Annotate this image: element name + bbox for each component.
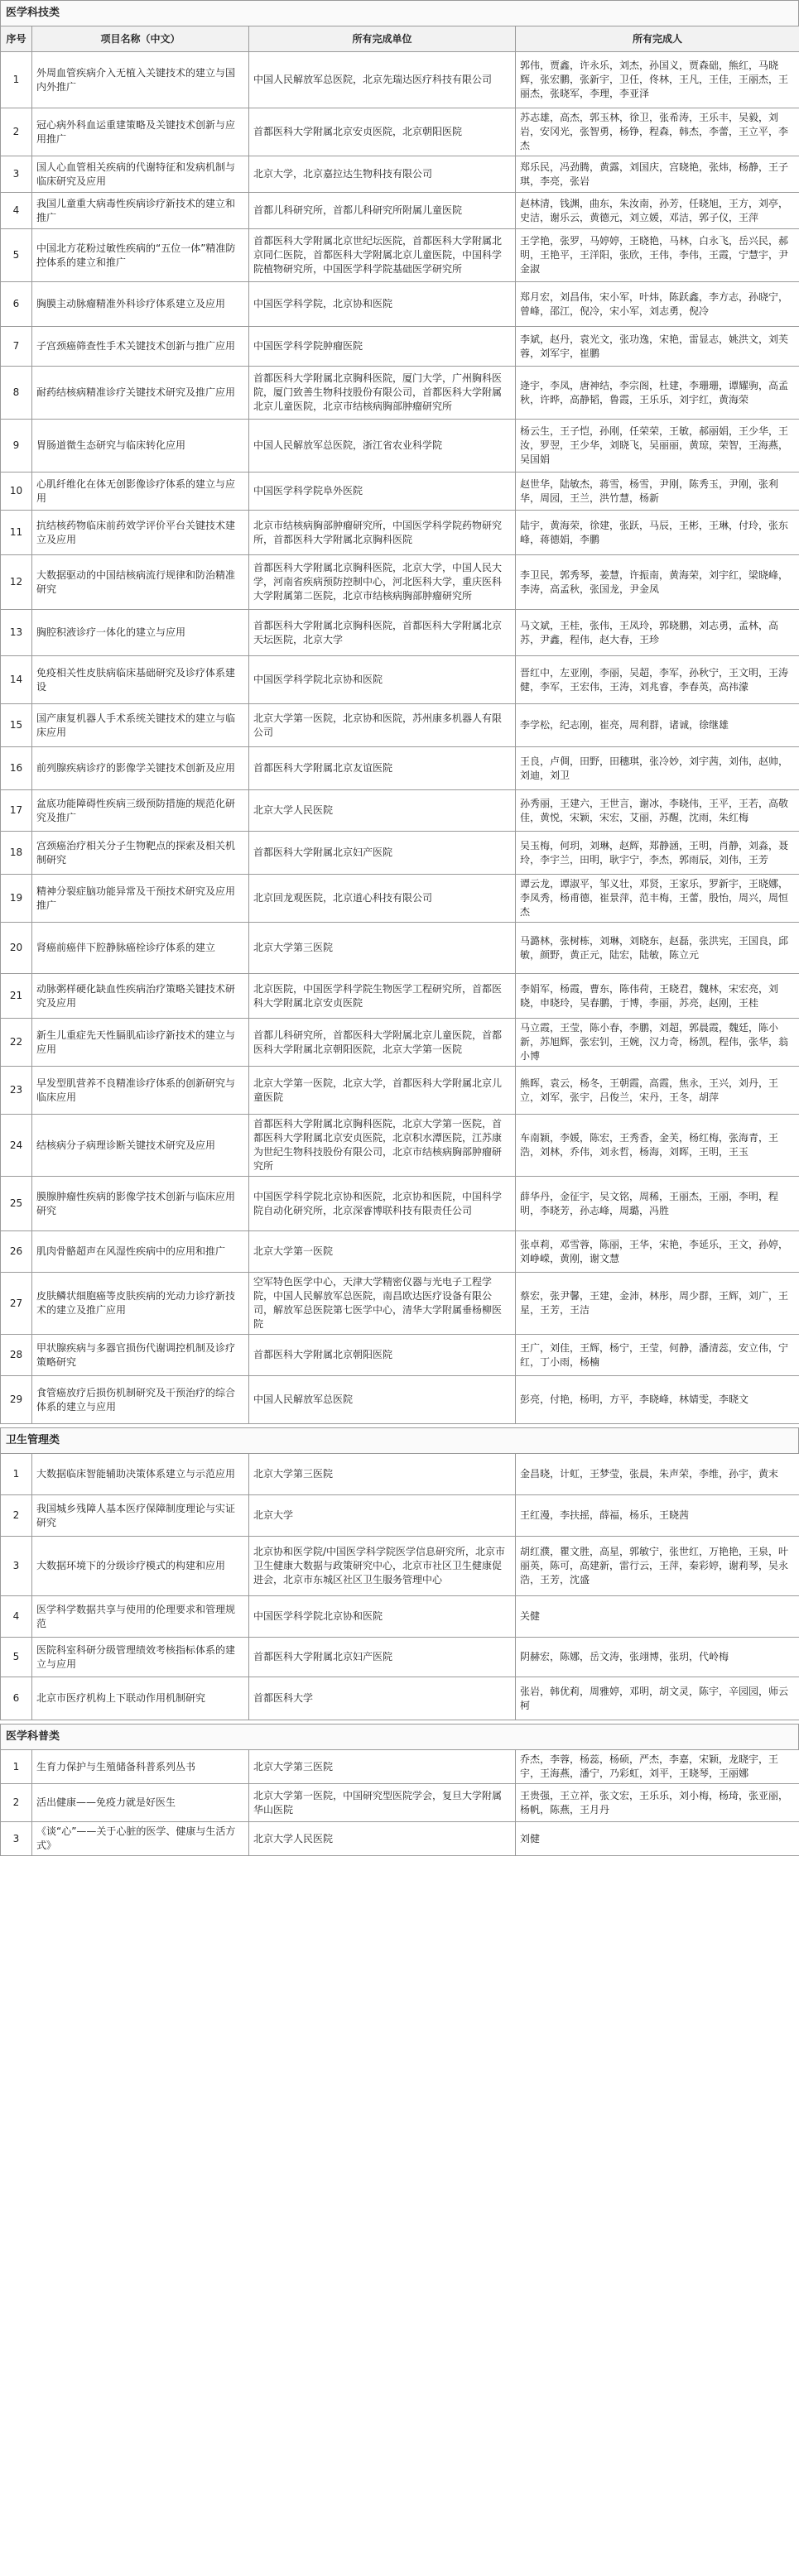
table-row bbox=[1, 282, 799, 327]
completion-units: 中国医学科学院肿瘤医院 bbox=[249, 327, 516, 367]
completion-persons: 郑月宏，刘昌伟，宋小军，叶炜，陈跃鑫，李方志，孙晓宁，曾峰，邵江，倪冷，宋小军，刘志勇，倪冷 bbox=[516, 282, 799, 327]
completion-persons: 乔杰，李蓉，杨蕊，杨硕，严杰，李嘉，宋颖，龙晓宇，王宇，王海燕，潘宁，乃彩虹，刘平，王晓琴，王丽娜 bbox=[516, 1750, 799, 1784]
row-number: 19 bbox=[1, 875, 32, 923]
row-number: 2 bbox=[1, 1495, 32, 1537]
project-name: 大数据环境下的分级诊疗模式的构建和应用 bbox=[32, 1537, 249, 1596]
project-name: 北京市医疗机构上下联动作用机制研究 bbox=[32, 1677, 249, 1720]
completion-units: 北京大学人民医院 bbox=[249, 1822, 516, 1856]
table-row bbox=[1, 1067, 799, 1115]
completion-persons: 胡红濮，瞿文胜，高星，郭敏宁，张世红，万艳艳，王泉，叶丽英，陈可，高建新，雷行云，王萍，秦彩婷，谢莉琴，吴永浩，王芳，沈盛 bbox=[516, 1537, 799, 1596]
completion-units: 北京大学 bbox=[249, 1495, 516, 1537]
completion-units: 首都医科大学 bbox=[249, 1677, 516, 1720]
table-row bbox=[1, 327, 799, 367]
project-name: 中国北方花粉过敏性疾病的“五位一体”精准防控体系的建立和推广 bbox=[32, 229, 249, 282]
completion-persons: 郭伟，贾鑫，许永乐，刘杰，孙国义，贾森础，熊红，马晓辉，张宏鹏，张新宇，卫任，佟林，王凡，王佳，王丽杰，王丽杰，张晓军，李理，李亚泽 bbox=[516, 52, 799, 108]
row-number: 11 bbox=[1, 511, 32, 555]
completion-persons: 赵林清，钱渊，曲东，朱汝南，孙芳，任晓旭，王方，刘亭，史洁，谢乐云，黄德元，刘立媛，邓洁，郭子仪，王萍 bbox=[516, 193, 799, 229]
row-number: 9 bbox=[1, 420, 32, 473]
project-name: 新生儿重症先天性膈肌疝诊疗新技术的建立与应用 bbox=[32, 1019, 249, 1067]
completion-persons: 王贵强，王立祥，张文宏，王乐乐，刘小梅，杨琦，张亚丽，杨帆，陈燕，王月丹 bbox=[516, 1784, 799, 1822]
completion-units: 首都医科大学附属北京胸科医院，首都医科大学附属北京天坛医院，北京大学 bbox=[249, 610, 516, 656]
project-name: 胃肠道微生态研究与临床转化应用 bbox=[32, 420, 249, 473]
table-row bbox=[1, 52, 799, 108]
row-number: 6 bbox=[1, 282, 32, 327]
project-name: 早发型肌营养不良精准诊疗体系的创新研究与临床应用 bbox=[32, 1067, 249, 1115]
table-row bbox=[1, 1177, 799, 1231]
table-row bbox=[1, 790, 799, 832]
completion-persons: 李卫民，郭秀琴，姜慧，许振南，黄海荣，刘宇红，梁晓峰，李涛，高孟秋，张国龙，尹金凤 bbox=[516, 555, 799, 610]
section-title: 医学科普类 bbox=[0, 1724, 799, 1749]
completion-persons: 孙秀丽，王建六，王世言，谢冰，李晓伟，王平，王若，高敬佳，黄悦，宋颖，宋宏，艾丽，苏醒，沈雨，朱红梅 bbox=[516, 790, 799, 832]
row-number: 4 bbox=[1, 193, 32, 229]
project-name: 免疫相关性皮肤病临床基础研究及诊疗体系建设 bbox=[32, 656, 249, 704]
table-row bbox=[1, 1495, 799, 1537]
table-row bbox=[1, 511, 799, 555]
column-header: 序号 bbox=[1, 26, 32, 52]
row-number: 3 bbox=[1, 1537, 32, 1596]
row-number: 13 bbox=[1, 610, 32, 656]
table-row bbox=[1, 367, 799, 420]
table-row bbox=[1, 1376, 799, 1424]
completion-persons: 王广，刘佳，王辉，杨宁，王莹，何静，潘清蕊，安立伟，宁红，丁小雨，杨楠 bbox=[516, 1335, 799, 1376]
completion-persons: 张卓莉，邓雪蓉，陈丽，王华，宋艳，李延乐，王文，孙婷，刘峥嵘，黄刚，谢文慧 bbox=[516, 1231, 799, 1273]
completion-units: 北京大学第一医院，中国研究型医院学会，复旦大学附属华山医院 bbox=[249, 1784, 516, 1822]
project-name: 医院科室科研分级管理绩效考核指标体系的建立与应用 bbox=[32, 1638, 249, 1677]
row-number: 6 bbox=[1, 1677, 32, 1720]
completion-persons: 郑乐民，冯劲腾，黄露，刘国庆，宫晓艳，张炜，杨静，王子琪，李亮，张岩 bbox=[516, 156, 799, 193]
project-name: 生育力保护与生殖储备科普系列丛书 bbox=[32, 1750, 249, 1784]
project-name: 我国儿童重大病毒性疾病诊疗新技术的建立和推广 bbox=[32, 193, 249, 229]
table-row bbox=[1, 1454, 799, 1495]
row-number: 25 bbox=[1, 1177, 32, 1231]
row-number: 18 bbox=[1, 832, 32, 875]
completion-persons: 李娟军，杨霞，曹东，陈伟荷，王晓君，魏林，宋宏亮，刘晓，申晓玲，吴春鹏，于博，李丽，苏亮，赵刚，王桂 bbox=[516, 974, 799, 1019]
table-row bbox=[1, 974, 799, 1019]
completion-units: 中国人民解放军总医院 bbox=[249, 1376, 516, 1424]
completion-units: 北京大学第一医院，北京大学，首都医科大学附属北京儿童医院 bbox=[249, 1067, 516, 1115]
row-number: 8 bbox=[1, 367, 32, 420]
row-number: 20 bbox=[1, 923, 32, 974]
table-row bbox=[1, 473, 799, 511]
table-row bbox=[1, 1638, 799, 1677]
table-header-row bbox=[1, 26, 799, 52]
completion-units: 中国医学科学院，北京协和医院 bbox=[249, 282, 516, 327]
completion-persons: 王良，卢倜，田野，田穗琪，张冷妙，刘宇茜，刘伟，赵帅，刘迪，刘卫 bbox=[516, 747, 799, 790]
completion-units: 中国人民解放军总医院，浙江省农业科学院 bbox=[249, 420, 516, 473]
table-row bbox=[1, 1231, 799, 1273]
row-number: 23 bbox=[1, 1067, 32, 1115]
project-name: 冠心病外科血运重建策略及关键技术创新与应用推广 bbox=[32, 108, 249, 156]
completion-units: 首都儿科研究所，首都儿科研究所附属儿童医院 bbox=[249, 193, 516, 229]
completion-persons: 杨云生，王子恺，孙刚，任荣荣，王敏，郝丽娟，王少华，王汝，罗翌，王少华，刘晓飞，吴丽丽，黄琼，荣智，王海燕，吴国娟 bbox=[516, 420, 799, 473]
completion-units: 北京医院，中国医学科学院生物医学工程研究所，首都医科大学附属北京安贞医院 bbox=[249, 974, 516, 1019]
completion-units: 首都医科大学附属北京妇产医院 bbox=[249, 832, 516, 875]
row-number: 2 bbox=[1, 108, 32, 156]
completion-units: 中国医学科学院北京协和医院 bbox=[249, 656, 516, 704]
completion-units: 空军特色医学中心，天津大学精密仪器与光电子工程学院，中国人民解放军总医院，南昌欧达医疗设备有限公司，解放军总医院第七医学中心，清华大学附属垂杨柳医院 bbox=[249, 1273, 516, 1335]
project-name: 肌肉骨骼超声在风湿性疾病中的应用和推广 bbox=[32, 1231, 249, 1273]
table-row bbox=[1, 1677, 799, 1720]
completion-units: 首都医科大学附属北京安贞医院，北京朝阳医院 bbox=[249, 108, 516, 156]
project-name: 甲状腺疾病与多器官损伤代谢调控机制及诊疗策略研究 bbox=[32, 1335, 249, 1376]
row-number: 22 bbox=[1, 1019, 32, 1067]
table-row bbox=[1, 923, 799, 974]
project-name: 胸膜主动脉瘤精准外科诊疗体系建立及应用 bbox=[32, 282, 249, 327]
project-name: 医学科学数据共享与使用的伦理要求和管理规范 bbox=[32, 1596, 249, 1638]
award-table bbox=[0, 1453, 799, 1720]
table-row bbox=[1, 1335, 799, 1376]
completion-persons: 关健 bbox=[516, 1596, 799, 1638]
completion-persons: 蔡宏，张尹馨，王建，金沛，林彤，周少群，王辉，刘广，王星，王芳，王洁 bbox=[516, 1273, 799, 1335]
project-name: 子宫颈癌筛查性手术关键技术创新与推广应用 bbox=[32, 327, 249, 367]
completion-units: 首都儿科研究所，首都医科大学附属北京儿童医院，首都医科大学附属北京朝阳医院，北京大学第一医院 bbox=[249, 1019, 516, 1067]
completion-persons: 薛华丹，金征宇，吴文铭，周稀，王丽杰，王丽，李明，程明，李晓芳，孙志峰，周璐，冯胜 bbox=[516, 1177, 799, 1231]
table-row bbox=[1, 193, 799, 229]
table-row bbox=[1, 229, 799, 282]
completion-persons: 谭云龙，谭淑平，邹义壮，邓贤，王家乐，罗新宇，王晓娜，李凤秀，杨甫德，崔景萍，范丰梅，王蕾，殷怡，周兴，周恒杰 bbox=[516, 875, 799, 923]
row-number: 15 bbox=[1, 704, 32, 747]
completion-units: 首都医科大学附属北京世纪坛医院，首都医科大学附属北京同仁医院，首都医科大学附属北京儿童医院，中国科学院植物研究所，中国医学科学院基础医学研究所 bbox=[249, 229, 516, 282]
table-row bbox=[1, 555, 799, 610]
completion-persons: 赵世华，陆敏杰，蒋雪，杨雪，尹刚，陈秀玉，尹刚，张利华，周园，王兰，洪竹慧，杨新 bbox=[516, 473, 799, 511]
row-number: 4 bbox=[1, 1596, 32, 1638]
completion-units: 北京回龙观医院，北京道心科技有限公司 bbox=[249, 875, 516, 923]
row-number: 1 bbox=[1, 1454, 32, 1495]
row-number: 10 bbox=[1, 473, 32, 511]
table-row bbox=[1, 610, 799, 656]
table-row bbox=[1, 1537, 799, 1596]
completion-units: 北京大学第三医院 bbox=[249, 1750, 516, 1784]
column-header: 所有完成单位 bbox=[249, 26, 516, 52]
table-row bbox=[1, 704, 799, 747]
project-name: 外周血管疾病介入无植入关键技术的建立与国内外推广 bbox=[32, 52, 249, 108]
completion-persons: 李斌，赵丹，袁光文，张功逸，宋艳，雷显志，姚洪文，刘芙蓉，刘军宇，崔鹏 bbox=[516, 327, 799, 367]
row-number: 7 bbox=[1, 327, 32, 367]
completion-units: 北京大学第三医院 bbox=[249, 923, 516, 974]
table-row bbox=[1, 1784, 799, 1822]
row-number: 5 bbox=[1, 229, 32, 282]
project-name: 我国城乡残障人基本医疗保障制度理论与实证研究 bbox=[32, 1495, 249, 1537]
row-number: 17 bbox=[1, 790, 32, 832]
project-name: 精神分裂症脑功能异常及干预技术研究及应用推广 bbox=[32, 875, 249, 923]
completion-units: 首都医科大学附属北京友谊医院 bbox=[249, 747, 516, 790]
project-name: 动脉粥样硬化缺血性疾病治疗策略关键技术研究及应用 bbox=[32, 974, 249, 1019]
completion-persons: 吴玉梅，何玥，刘琳，赵辉，郑静涵，王明，肖静，刘淼，聂玲，李宇兰，田明，耿宇宁，李杰，郭雨辰，刘伟，王芳 bbox=[516, 832, 799, 875]
completion-persons: 熊晖，袁云，杨冬，王朝霞，高霞，焦永，王兴，刘丹，王立，刘军，张宇，吕俊兰，宋丹，王冬，胡萍 bbox=[516, 1067, 799, 1115]
project-name: 国产康复机器人手术系统关键技术的建立与临床应用 bbox=[32, 704, 249, 747]
section-title: 医学科技类 bbox=[0, 0, 799, 26]
column-header: 项目名称（中文） bbox=[32, 26, 249, 52]
table-row bbox=[1, 420, 799, 473]
project-name: 膜腺肿瘤性疾病的影像学技术创新与临床应用研究 bbox=[32, 1177, 249, 1231]
table-row bbox=[1, 875, 799, 923]
completion-units: 首都医科大学附属北京胸科医院，北京大学，中国人民大学，河南省疾病预防控制中心，河北医科大学，重庆医科大学附属第二医院，北京市结核病胸部肿瘤研究所 bbox=[249, 555, 516, 610]
award-table bbox=[0, 1749, 799, 1856]
project-name: 胸腔积液诊疗一体化的建立与应用 bbox=[32, 610, 249, 656]
completion-persons: 李学松，纪志刚，崔亮，周利群，诸诚，徐继雄 bbox=[516, 704, 799, 747]
project-name: 结核病分子病理诊断关键技术研究及应用 bbox=[32, 1115, 249, 1177]
table-row bbox=[1, 156, 799, 193]
table-row bbox=[1, 1750, 799, 1784]
project-name: 皮肤鳞状细胞癌等皮肤疾病的光动力诊疗新技术的建立及推广应用 bbox=[32, 1273, 249, 1335]
table-row bbox=[1, 747, 799, 790]
row-number: 2 bbox=[1, 1784, 32, 1822]
completion-persons: 晋红中，左亚刚，李丽，吴超，李军，孙秋宁，王文明，王涛健，李军，王宏伟，王涛，刘兆睿，李春英，高祎濛 bbox=[516, 656, 799, 704]
project-name: 大数据驱动的中国结核病流行规律和防治精准研究 bbox=[32, 555, 249, 610]
completion-units: 北京大学第一医院，北京协和医院，苏州康多机器人有限公司 bbox=[249, 704, 516, 747]
row-number: 5 bbox=[1, 1638, 32, 1677]
project-name: 活出健康——免疫力就是好医生 bbox=[32, 1784, 249, 1822]
completion-units: 首都医科大学附属北京胸科医院，北京大学第一医院，首都医科大学附属北京安贞医院，北京积水潭医院，江苏康为世纪生物科技股份有限公司，北京市结核病胸部肿瘤研究所 bbox=[249, 1115, 516, 1177]
row-number: 1 bbox=[1, 52, 32, 108]
completion-units: 北京大学第一医院 bbox=[249, 1231, 516, 1273]
award-table bbox=[0, 26, 799, 1424]
completion-units: 北京大学第三医院 bbox=[249, 1454, 516, 1495]
completion-persons: 陆宇，黄海荣，徐建，张跃，马辰，王彬，王琳，付玲，张东峰，蒋德娟，李鹏 bbox=[516, 511, 799, 555]
row-number: 29 bbox=[1, 1376, 32, 1424]
table-row bbox=[1, 832, 799, 875]
row-number: 1 bbox=[1, 1750, 32, 1784]
row-number: 21 bbox=[1, 974, 32, 1019]
table-row bbox=[1, 1019, 799, 1067]
completion-units: 首都医科大学附属北京妇产医院 bbox=[249, 1638, 516, 1677]
completion-units: 北京大学，北京嘉拉达生物科技有限公司 bbox=[249, 156, 516, 193]
completion-persons: 马潞林，张树栋，刘琳，刘晓东，赵磊，张洪宪，王国良，邱敏，颜野，黄正元，陆宏，陆敏，陈立元 bbox=[516, 923, 799, 974]
row-number: 28 bbox=[1, 1335, 32, 1376]
project-name: 国人心血管相关疾病的代谢特征和发病机制与临床研究及应用 bbox=[32, 156, 249, 193]
completion-units: 北京市结核病胸部肿瘤研究所，中国医学科学院药物研究所，首都医科大学附属北京胸科医院 bbox=[249, 511, 516, 555]
completion-units: 首都医科大学附属北京朝阳医院 bbox=[249, 1335, 516, 1376]
table-row bbox=[1, 1822, 799, 1856]
project-name: 肾癌前癌伴下腔静脉癌栓诊疗体系的建立 bbox=[32, 923, 249, 974]
row-number: 26 bbox=[1, 1231, 32, 1273]
column-header: 所有完成人 bbox=[516, 26, 799, 52]
row-number: 3 bbox=[1, 1822, 32, 1856]
completion-persons: 金昌晓，计虹，王梦莹，张晨，朱声荣，李维，孙宇，黄末 bbox=[516, 1454, 799, 1495]
completion-units: 中国医学科学院阜外医院 bbox=[249, 473, 516, 511]
row-number: 14 bbox=[1, 656, 32, 704]
completion-persons: 彭亮，付艳，杨明，方平，李晓峰，林婧雯，李晓文 bbox=[516, 1376, 799, 1424]
completion-persons: 王红漫，李扶摇，薛福，杨乐，王晓茜 bbox=[516, 1495, 799, 1537]
project-name: 《谈“心”——关于心脏的医学、健康与生活方式》 bbox=[32, 1822, 249, 1856]
project-name: 心肌纤维化在体无创影像诊疗体系的建立与应用 bbox=[32, 473, 249, 511]
project-name: 食管癌放疗后损伤机制研究及干预治疗的综合体系的建立与应用 bbox=[32, 1376, 249, 1424]
project-name: 盆底功能障碍性疾病三级预防措施的规范化研究及推广 bbox=[32, 790, 249, 832]
completion-persons: 苏志雄，高杰，郭玉林，徐卫，张希涛，王乐丰，吴毅，刘岩，安冈光，张智勇，杨铮，程森，韩杰，李蕾，王立平，李杰 bbox=[516, 108, 799, 156]
project-name: 大数据临床智能辅助决策体系建立与示范应用 bbox=[32, 1454, 249, 1495]
completion-units: 北京协和医学院/中国医学科学院医学信息研究所，北京市卫生健康大数据与政策研究中心，北京市社区卫生健康促进会，北京市东城区社区卫生服务管理中心 bbox=[249, 1537, 516, 1596]
project-name: 前列腺疾病诊疗的影像学关键技术创新及应用 bbox=[32, 747, 249, 790]
completion-persons: 张岩，韩优莉，周雅婷，邓明，胡文灵，陈宇，辛园园，师云柯 bbox=[516, 1677, 799, 1720]
completion-persons: 阴赫宏，陈娜，岳文涛，张翊博，张玥，代岭梅 bbox=[516, 1638, 799, 1677]
completion-persons: 马文斌，王桂，张伟，王凤玲，郭晓鹏，刘志勇，孟林，高苏，尹鑫，程伟，赵大春，王珍 bbox=[516, 610, 799, 656]
completion-units: 首都医科大学附属北京胸科医院，厦门大学，广州胸科医院，厦门致善生物科技股份有限公司，首都医科大学附属北京儿童医院，北京市结核病胸部肿瘤研究所 bbox=[249, 367, 516, 420]
completion-persons: 刘健 bbox=[516, 1822, 799, 1856]
table-row bbox=[1, 1115, 799, 1177]
completion-persons: 马立霞，王莹，陈小春，李鹏，刘超，郭晨霞，魏廷，陈小新，苏旭辉，张宏钊，王婉，汉力奇，杨凯，程伟，张华，翁小博 bbox=[516, 1019, 799, 1067]
row-number: 12 bbox=[1, 555, 32, 610]
project-name: 宫颈癌治疗相关分子生物靶点的探索及相关机制研究 bbox=[32, 832, 249, 875]
row-number: 3 bbox=[1, 156, 32, 193]
row-number: 24 bbox=[1, 1115, 32, 1177]
table-row bbox=[1, 1596, 799, 1638]
completion-units: 北京大学人民医院 bbox=[249, 790, 516, 832]
table-row bbox=[1, 656, 799, 704]
completion-persons: 车南颖，李媛，陈宏，王秀香，金芙，杨红梅，张海青，王浩，刘林，乔伟，刘永哲，杨海，刘晖，王明，王玉 bbox=[516, 1115, 799, 1177]
completion-persons: 王学艳，张罗，马婷婷，王晓艳，马林，白永飞，岳兴民，郝明，王艳平，王洋阳，张欣，王伟，李伟，王霞，宁慧宇，尹金淑 bbox=[516, 229, 799, 282]
row-number: 27 bbox=[1, 1273, 32, 1335]
table-row bbox=[1, 1273, 799, 1335]
section-title: 卫生管理类 bbox=[0, 1427, 799, 1453]
row-number: 16 bbox=[1, 747, 32, 790]
completion-units: 中国人民解放军总医院，北京先瑞达医疗科技有限公司 bbox=[249, 52, 516, 108]
project-name: 抗结核药物临床前药效学评价平台关键技术建立及应用 bbox=[32, 511, 249, 555]
table-row bbox=[1, 108, 799, 156]
completion-persons: 逄宇，李凤，唐神结，李宗阁，杜建，李珊珊，谭耀驹，高孟秋，许晔，高静韬，鲁霞，王乐乐，刘宇红，黄海荣 bbox=[516, 367, 799, 420]
completion-units: 中国医学科学院北京协和医院 bbox=[249, 1596, 516, 1638]
completion-units: 中国医学科学院北京协和医院，北京协和医院，中国科学院自动化研究所，北京深睿博联科技有限责任公司 bbox=[249, 1177, 516, 1231]
project-name: 耐药结核病精准诊疗关键技术研究及推广应用 bbox=[32, 367, 249, 420]
